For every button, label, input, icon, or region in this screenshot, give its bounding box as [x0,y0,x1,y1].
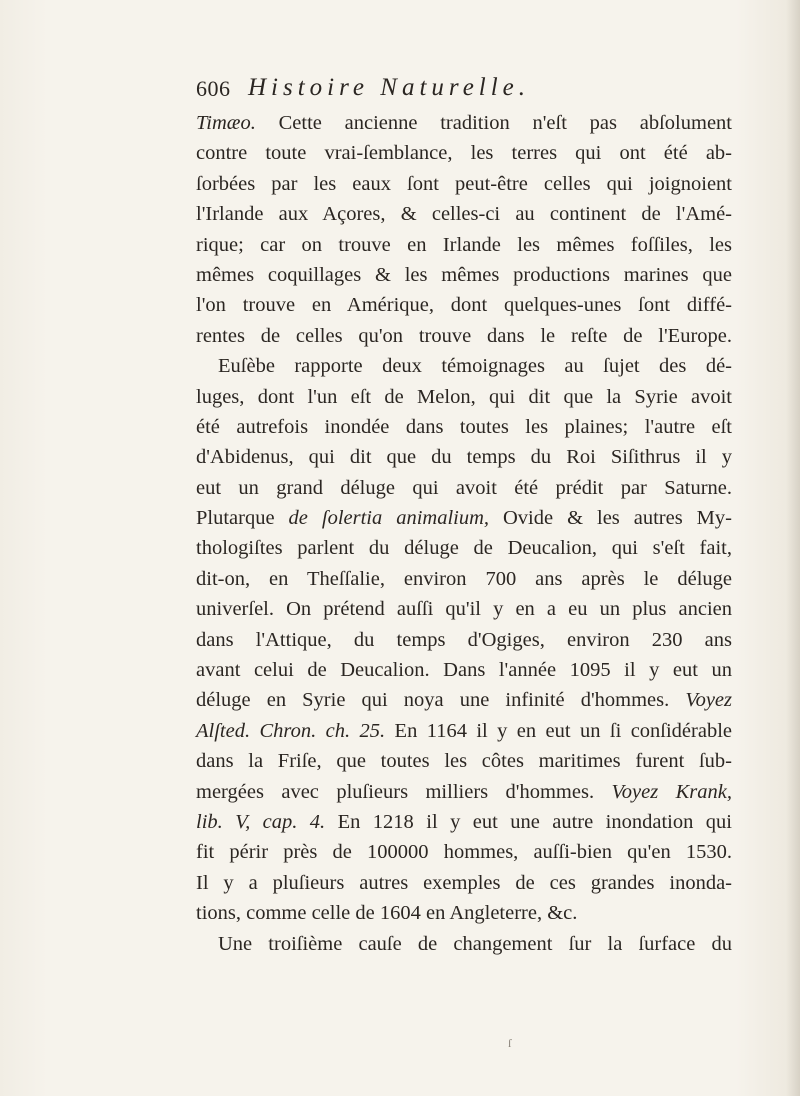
text-segment: l'Irlande aux Açores, & celles-ci au continent de l'Amé- [196,203,732,226]
text-line [196,655,732,685]
text-segment: été autrefois inondée dans toutes les plaines; l'autre eſt [196,415,732,438]
italic-citation: Alſted. Chron. ch. 25. [196,719,386,742]
text-line [196,837,732,867]
text-line [196,260,732,290]
text-segment: Il y a pluſieurs autres exemples de ces grandes inonda- [196,871,732,894]
text-line [196,199,732,229]
page-header [196,76,716,106]
text-line [196,351,732,381]
text-segment: l'on trouve en Amérique, dont quelques-unes ſont diffé- [196,294,732,317]
page-edge-shadow [786,0,800,1096]
text-segment: Euſèbe rapporte deux témoignages au ſujet des dé- [218,355,732,378]
text-segment: déluge en Syrie qui noya une infinité d'hommes. [196,689,686,712]
text-line [196,625,732,655]
body-text [196,108,732,959]
text-segment: mergées avec pluſieurs milliers d'hommes. [196,780,612,803]
text-segment: Une troiſième cauſe de changement ſur la ſurface du [218,932,732,955]
text-segment: ſorbées par les eaux ſont peut-être celles qui joignoient [196,172,732,195]
text-segment: contre toute vrai-ſemblance, les terres qui ont été ab- [196,142,732,165]
text-segment: luges, dont l'un eſt de Melon, qui dit que la Syrie avoit [196,385,732,408]
text-segment: tions, comme celle de 1604 en Angleterre, &c. [196,902,578,925]
text-segment: fit périr près de 100000 hommes, auſſi-bien qu'en 1530. [196,841,732,864]
text-segment: rentes de celles qu'on trouve dans le reſte de l'Europe. [196,324,732,347]
text-line [196,929,732,959]
text-line [196,594,732,624]
text-line [196,382,732,412]
text-segment: Plutarque [196,507,289,530]
text-line [196,138,732,168]
text-line [196,807,732,837]
italic-citation: de ſolertia animalium, [288,507,490,530]
text-line [196,777,732,807]
running-head: Histoire Naturelle. [248,74,531,101]
text-line [196,108,732,138]
text-line [196,442,732,472]
text-line [196,503,732,533]
text-segment: avant celui de Deucalion. Dans l'année 1095 il y eut un [196,659,732,682]
text-segment: eut un grand déluge qui avoit été prédit par Saturne. [196,476,732,499]
text-segment: univerſel. On prétend auſſi qu'il y en a eu un plus ancien [196,598,732,621]
text-segment: Ovide & les autres My- [489,507,732,530]
text-line [196,868,732,898]
text-line [196,685,732,715]
text-segment: rique; car on trouve en Irlande les mêmes foſſiles, les [196,233,732,256]
text-segment: En 1164 il y en eut un ſi conſidérable [385,719,732,742]
text-segment: d'Abidenus, qui dit que du temps du Roi Siſithrus il y [196,446,732,469]
text-line [196,169,732,199]
text-segment: dans la Friſe, que toutes les côtes maritimes furent ſub- [196,750,732,773]
text-segment: En 1218 il y eut une autre inondation qui [325,810,732,833]
text-segment: Cette ancienne tradition n'eſt pas abſolument [255,112,732,134]
text-line [196,290,732,320]
italic-citation: Voyez Krank, [611,780,732,803]
text-line [196,473,732,503]
text-segment: mêmes coquillages & les mêmes productions marines que [196,263,732,286]
text-line [196,412,732,442]
italic-citation: Timæo. [196,112,256,134]
text-line [196,533,732,563]
text-line [196,716,732,746]
text-line [196,898,732,928]
text-line [196,230,732,260]
text-line [196,564,732,594]
text-line [196,321,732,351]
text-segment: dit-on, en Theſſalie, environ 700 ans après le déluge [196,567,732,590]
page-number: 606 [196,76,231,101]
italic-citation: Voyez [685,689,732,712]
italic-citation: lib. V, cap. 4. [196,810,326,833]
text-line [196,746,732,776]
ink-mark: ſ [508,1036,512,1050]
text-segment: dans l'Attique, du temps d'Ogiges, environ 230 ans [196,628,732,651]
text-segment: thologiſtes parlent du déluge de Deucalion, qui s'eſt fait, [196,537,732,560]
